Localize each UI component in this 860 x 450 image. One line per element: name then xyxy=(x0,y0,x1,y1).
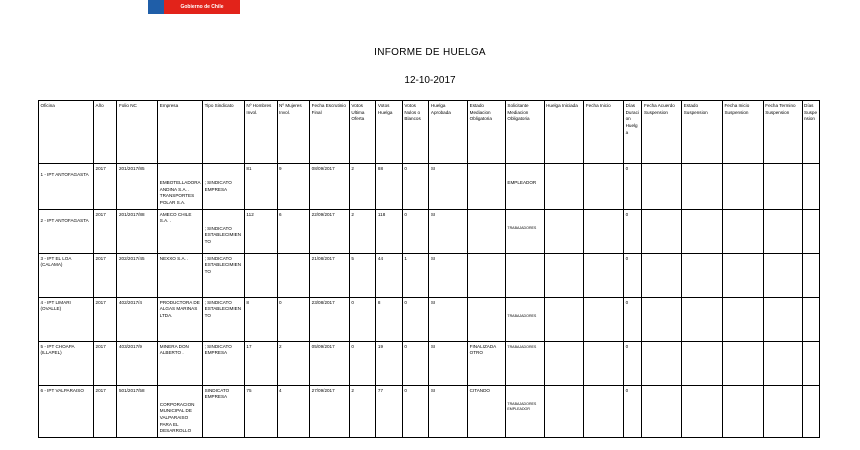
cell-votos-oferta: 0 xyxy=(349,341,376,385)
strike-report-table xyxy=(38,100,820,438)
cell-estado-mediacion xyxy=(468,209,506,253)
col-header: Días Duracion Huelga xyxy=(624,101,642,164)
cell-hombres: 8 xyxy=(244,297,277,341)
col-header: Fecha Termino Suspension xyxy=(763,101,802,164)
table-row xyxy=(39,385,820,437)
cell-fecha-inicio-suspension xyxy=(722,297,763,341)
logo-text: Gobierno de Chile xyxy=(180,4,224,10)
cell-votos-nulos: 0 xyxy=(402,297,429,341)
cell-fecha-termino-suspension xyxy=(763,253,802,297)
cell-dias-suspension xyxy=(802,385,820,437)
cell-hombres: 17 xyxy=(244,341,277,385)
cell-tipo-sindicato: ; SINDICATO ESTABLECIMIENTO xyxy=(203,209,245,253)
cell-dias-duracion: 0 xyxy=(624,253,642,297)
cell-folio: 201/2017/88 xyxy=(117,209,158,253)
cell-fecha-inicio xyxy=(584,164,624,210)
cell-fecha-inicio xyxy=(584,385,624,437)
cell-huelga-iniciada xyxy=(544,164,584,210)
cell-anio: 2017 xyxy=(94,209,117,253)
cell-estado-suspension xyxy=(682,341,723,385)
cell-tipo-sindicato: ; SINDICATO ESTABLECIMIENTO xyxy=(203,253,245,297)
cell-mujeres: 9 xyxy=(277,164,310,210)
cell-estado-suspension xyxy=(682,385,723,437)
col-header: Días Suspension xyxy=(802,101,820,164)
cell-fecha-acuerdo xyxy=(642,209,682,253)
cell-empresa: MINERA DON ALBERTO . xyxy=(158,341,203,385)
cell-estado-mediacion xyxy=(468,297,506,341)
cell-fecha-acuerdo xyxy=(642,297,682,341)
cell-fecha-escrutinio: 27/09/2017 xyxy=(310,385,350,437)
cell-huelga-aprobada: SI xyxy=(429,341,468,385)
cell-oficina: 4 - IPT LIMARI (OVALLE) xyxy=(39,297,94,341)
cell-fecha-acuerdo xyxy=(642,253,682,297)
cell-votos-oferta: 2 xyxy=(349,385,376,437)
cell-dias-duracion: 0 xyxy=(624,341,642,385)
col-header: Oficina xyxy=(39,101,94,164)
cell-oficina: 5 - IPT CHOAPA (ILLAPEL) xyxy=(39,341,94,385)
cell-tipo-sindicato: ; SINDICATO EMPRESA xyxy=(203,164,245,210)
cell-empresa: EMBOTELLADORA ANDINA S.A. . TRANSPORTES POLAR S.A. xyxy=(158,164,203,210)
cell-fecha-escrutinio: 21/08/2017 xyxy=(310,253,350,297)
cell-anio: 2017 xyxy=(94,341,117,385)
cell-fecha-termino-suspension xyxy=(763,297,802,341)
col-header: Fecha Acuerdo Suspension xyxy=(642,101,682,164)
col-header: Empresa xyxy=(158,101,203,164)
col-header: Votos Huelga xyxy=(376,101,403,164)
cell-huelga-iniciada xyxy=(544,297,584,341)
col-header: Solicitante Mediacion Obligatoria xyxy=(505,101,544,164)
cell-anio: 2017 xyxy=(94,297,117,341)
cell-folio: 403/2017/9 xyxy=(117,341,158,385)
cell-votos-oferta: 5 xyxy=(349,253,376,297)
cell-dias-duracion: 0 xyxy=(624,209,642,253)
cell-oficina: 2 - IPT ANTOFAGASTA xyxy=(39,209,94,253)
cell-hombres: 75 xyxy=(244,385,277,437)
col-header: Fecha Inicio Suspension xyxy=(722,101,763,164)
cell-dias-suspension xyxy=(802,209,820,253)
cell-empresa: NEXXO S.A. . xyxy=(158,253,203,297)
cell-huelga-aprobada: SI xyxy=(429,385,468,437)
cell-fecha-inicio xyxy=(584,209,624,253)
col-header: Nº Hombres Invol. xyxy=(244,101,277,164)
cell-solicitante-mediacion: TRABAJADORES xyxy=(505,341,544,385)
cell-fecha-inicio-suspension xyxy=(722,253,763,297)
cell-anio: 2017 xyxy=(94,164,117,210)
col-header: Huelga Iniciada xyxy=(544,101,584,164)
cell-dias-suspension xyxy=(802,297,820,341)
col-header: Año xyxy=(94,101,117,164)
report-date: 12-10-2017 xyxy=(404,75,456,86)
cell-huelga-aprobada: SI xyxy=(429,297,468,341)
cell-fecha-inicio-suspension xyxy=(722,385,763,437)
cell-solicitante-mediacion: TRABAJADORES EMPLEADOR xyxy=(505,385,544,437)
cell-fecha-acuerdo xyxy=(642,164,682,210)
cell-fecha-inicio xyxy=(584,297,624,341)
cell-votos-oferta: 0 xyxy=(349,297,376,341)
cell-mujeres: 0 xyxy=(277,297,310,341)
cell-fecha-acuerdo xyxy=(642,341,682,385)
cell-votos-nulos: 0 xyxy=(402,209,429,253)
cell-tipo-sindicato: ; SINDICATO EMPRESA xyxy=(203,341,245,385)
cell-dias-suspension xyxy=(802,341,820,385)
cell-anio: 2017 xyxy=(94,253,117,297)
cell-fecha-escrutinio: 08/09/2017 xyxy=(310,164,350,210)
cell-huelga-aprobada: SI xyxy=(429,209,468,253)
table-row xyxy=(39,253,820,297)
cell-estado-suspension xyxy=(682,253,723,297)
cell-fecha-termino-suspension xyxy=(763,385,802,437)
cell-solicitante-mediacion xyxy=(505,253,544,297)
col-header: Votos Nulos o Blancos xyxy=(402,101,429,164)
col-header: Fecha Inicio xyxy=(584,101,624,164)
cell-votos-oferta: 2 xyxy=(349,209,376,253)
cell-dias-suspension xyxy=(802,253,820,297)
cell-mujeres: 6 xyxy=(277,209,310,253)
col-header: Fecha Escrutinio Final xyxy=(310,101,350,164)
cell-huelga-aprobada: SI xyxy=(429,253,468,297)
cell-votos-nulos: 0 xyxy=(402,385,429,437)
cell-dias-duracion: 0 xyxy=(624,385,642,437)
cell-estado-mediacion: FINALIZADA OTRO xyxy=(468,341,506,385)
table-header-row xyxy=(39,101,820,164)
cell-fecha-inicio-suspension xyxy=(722,164,763,210)
logo-blue-block xyxy=(148,0,164,14)
cell-fecha-escrutinio: 23/08/2017 xyxy=(310,297,350,341)
cell-dias-suspension xyxy=(802,164,820,210)
cell-votos-nulos: 1 xyxy=(402,253,429,297)
cell-hombres: 112 xyxy=(244,209,277,253)
table-row xyxy=(39,297,820,341)
cell-folio: 201/2017/85 xyxy=(117,164,158,210)
cell-tipo-sindicato: ; SINDICATO ESTABLECIMIENTO xyxy=(203,297,245,341)
cell-votos-huelga: 44 xyxy=(376,253,403,297)
cell-oficina: 1 - IPT ANTOFAGASTA xyxy=(39,164,94,210)
cell-empresa: CORPORACION MUNICIPAL DE VALPARAISO PARA EL DESARROLLO xyxy=(158,385,203,437)
cell-estado-suspension xyxy=(682,164,723,210)
cell-hombres xyxy=(244,253,277,297)
col-header: Estado Suspension xyxy=(682,101,723,164)
cell-huelga-iniciada xyxy=(544,209,584,253)
cell-fecha-inicio xyxy=(584,253,624,297)
cell-oficina: 6 - IPT VALPARAISO xyxy=(39,385,94,437)
cell-hombres: 81 xyxy=(244,164,277,210)
cell-dias-duracion: 0 xyxy=(624,297,642,341)
cell-fecha-inicio xyxy=(584,341,624,385)
table-row xyxy=(39,341,820,385)
cell-huelga-iniciada xyxy=(544,253,584,297)
table-row xyxy=(39,164,820,210)
cell-votos-nulos: 0 xyxy=(402,164,429,210)
cell-solicitante-mediacion: TRABAJADORES xyxy=(505,297,544,341)
cell-huelga-aprobada: SI xyxy=(429,164,468,210)
col-header: Votos Ultima Oferta xyxy=(349,101,376,164)
cell-mujeres: 4 xyxy=(277,385,310,437)
cell-fecha-escrutinio: 22/09/2017 xyxy=(310,209,350,253)
cell-huelga-iniciada xyxy=(544,385,584,437)
table-row xyxy=(39,209,820,253)
cell-fecha-inicio-suspension xyxy=(722,341,763,385)
col-header: Huelga Aprobada xyxy=(429,101,468,164)
cell-dias-duracion: 0 xyxy=(624,164,642,210)
cell-votos-oferta: 2 xyxy=(349,164,376,210)
cell-estado-mediacion: CITANDO xyxy=(468,385,506,437)
cell-folio: 202/2017/45 xyxy=(117,253,158,297)
cell-solicitante-mediacion: EMPLEADOR xyxy=(505,164,544,210)
cell-folio: 402/2017/4 xyxy=(117,297,158,341)
cell-empresa: PRODUCTORA DE ALGAS MARINAS LTDA. xyxy=(158,297,203,341)
cell-tipo-sindicato: SINDICATO EMPRESA xyxy=(203,385,245,437)
col-header: Folio NC xyxy=(117,101,158,164)
cell-folio: 501/2017/58 xyxy=(117,385,158,437)
cell-fecha-escrutinio: 05/09/2017 xyxy=(310,341,350,385)
cell-fecha-termino-suspension xyxy=(763,164,802,210)
cell-estado-suspension xyxy=(682,209,723,253)
cell-estado-mediacion xyxy=(468,164,506,210)
cell-votos-huelga: 88 xyxy=(376,164,403,210)
cell-votos-nulos: 0 xyxy=(402,341,429,385)
cell-estado-mediacion xyxy=(468,253,506,297)
cell-votos-huelga: 77 xyxy=(376,385,403,437)
cell-fecha-acuerdo xyxy=(642,385,682,437)
cell-votos-huelga: 8 xyxy=(376,297,403,341)
gobierno-logo xyxy=(148,0,240,14)
col-header: Tipo Sindicato xyxy=(203,101,245,164)
cell-mujeres: 2 xyxy=(277,341,310,385)
col-header: Estado Mediacion Obligatoria xyxy=(468,101,506,164)
cell-huelga-iniciada xyxy=(544,341,584,385)
cell-estado-suspension xyxy=(682,297,723,341)
cell-mujeres xyxy=(277,253,310,297)
cell-votos-huelga: 19 xyxy=(376,341,403,385)
cell-empresa: AMECO CHILE S.A. . xyxy=(158,209,203,253)
cell-anio: 2017 xyxy=(94,385,117,437)
cell-fecha-inicio-suspension xyxy=(722,209,763,253)
cell-solicitante-mediacion: TRABAJADORES xyxy=(505,209,544,253)
cell-fecha-termino-suspension xyxy=(763,341,802,385)
cell-votos-huelga: 118 xyxy=(376,209,403,253)
report-title: INFORME DE HUELGA xyxy=(374,47,486,58)
cell-oficina: 3 - IPT EL LOA (CALAMA) xyxy=(39,253,94,297)
col-header: Nº Mujeres Invol. xyxy=(277,101,310,164)
cell-fecha-termino-suspension xyxy=(763,209,802,253)
